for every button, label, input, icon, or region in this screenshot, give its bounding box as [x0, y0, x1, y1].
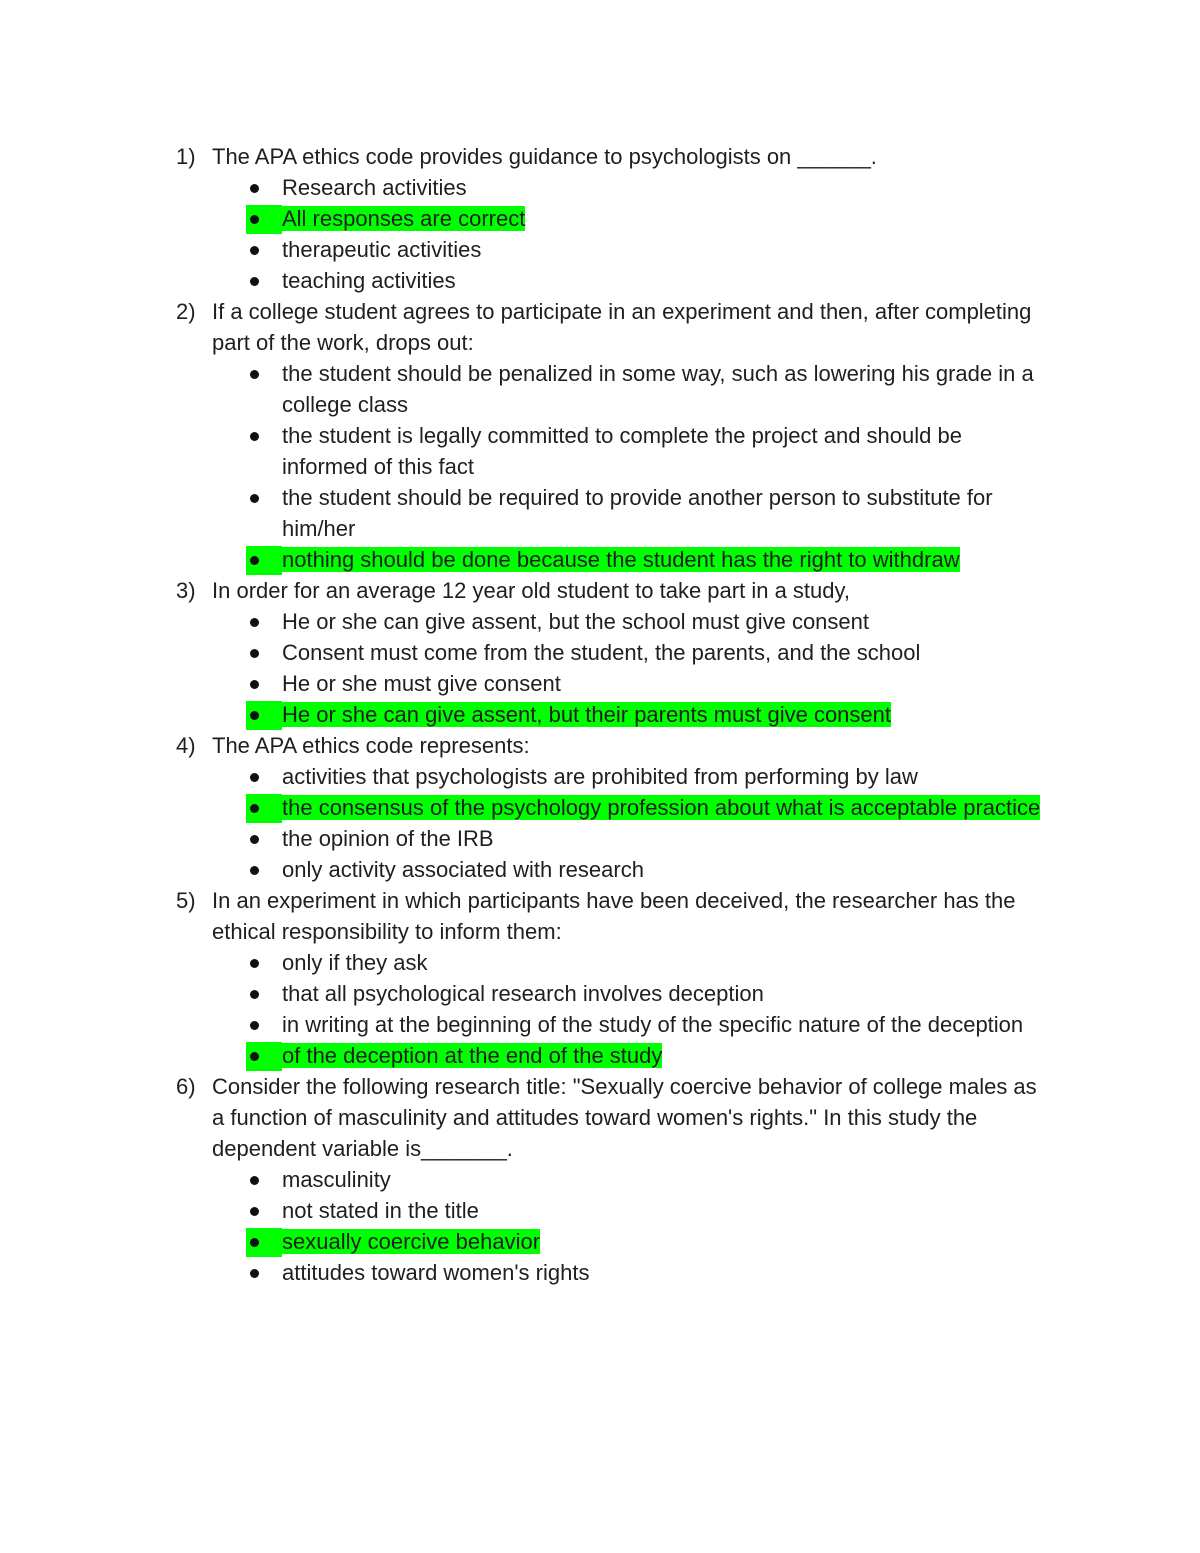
answer-option: [0, 978, 1052, 1009]
answer-text: the student is legally committed to complete the project and should be informed of this fact: [282, 423, 962, 479]
answer-option: [0, 606, 1052, 637]
question-text: Consider the following research title: "Sexually coercive behavior of college males as a function of masculinity and attitudes toward women's rights." In this study the dependent variable is_______.: [212, 1074, 1037, 1161]
bullet-icon: [250, 1052, 259, 1061]
answer-options: [0, 358, 1200, 575]
question-6: [0, 1071, 1200, 1288]
answer-text: of the deception at the end of the study: [282, 1043, 663, 1068]
question-text: In an experiment in which participants have been deceived, the researcher has the ethical responsibility to inform them:: [212, 888, 1016, 944]
answer-option: [0, 947, 1052, 978]
answer-text: therapeutic activities: [282, 237, 482, 262]
answer-text: in writing at the beginning of the study of the specific nature of the deception: [282, 1012, 1024, 1037]
answer-option: [0, 637, 1052, 668]
answer-options: [0, 761, 1200, 885]
bullet-icon: [250, 649, 259, 658]
answer-option: [0, 854, 1052, 885]
bullet-icon: [250, 1176, 259, 1185]
answer-text: not stated in the title: [282, 1198, 479, 1223]
question-number: 1): [176, 144, 196, 169]
answer-option: [0, 823, 1052, 854]
bullet-icon: [250, 494, 259, 503]
answer-text: sexually coercive behavior: [282, 1229, 541, 1254]
answer-text: All responses are correct: [282, 206, 526, 231]
answer-text: He or she can give assent, but the school must give consent: [282, 609, 869, 634]
question-stem: [0, 730, 1042, 761]
answer-option: [0, 234, 1052, 265]
question-text: If a college student agrees to participate in an experiment and then, after completing part of the work, drops out:: [212, 299, 1032, 355]
question-stem: [0, 1071, 1042, 1164]
quiz-document: [0, 141, 1200, 1288]
answer-text: Research activities: [282, 175, 467, 200]
answer-option: [0, 482, 1052, 544]
question-stem: [0, 141, 1042, 172]
bullet-icon: [250, 370, 259, 379]
answer-option: [0, 172, 1052, 203]
bullet-icon: [250, 184, 259, 193]
bullet-icon: [250, 990, 259, 999]
bullet-icon: [250, 556, 259, 565]
question-3: [0, 575, 1200, 730]
answer-text: Consent must come from the student, the parents, and the school: [282, 640, 921, 665]
question-number: 3): [176, 578, 196, 603]
answer-option-correct: [0, 544, 1052, 575]
answer-options: [0, 947, 1200, 1071]
question-4: [0, 730, 1200, 885]
question-5: [0, 885, 1200, 1071]
answer-option: [0, 420, 1052, 482]
bullet-icon: [250, 432, 259, 441]
question-text: The APA ethics code represents:: [212, 733, 530, 758]
answer-text: only if they ask: [282, 950, 428, 975]
question-1: [0, 141, 1200, 296]
answer-text: He or she must give consent: [282, 671, 561, 696]
answer-option-correct: [0, 1226, 1052, 1257]
bullet-icon: [250, 1207, 259, 1216]
bullet-icon: [250, 246, 259, 255]
question-2: [0, 296, 1200, 575]
bullet-icon: [250, 277, 259, 286]
answer-option: [0, 668, 1052, 699]
answer-options: [0, 1164, 1200, 1288]
bullet-icon: [250, 773, 259, 782]
answer-text: the opinion of the IRB: [282, 826, 494, 851]
answer-text: the consensus of the psychology profession about what is acceptable practice: [282, 795, 1041, 820]
question-stem: [0, 575, 1042, 606]
answer-text: teaching activities: [282, 268, 456, 293]
answer-text: the student should be penalized in some way, such as lowering his grade in a college class: [282, 361, 1034, 417]
answer-text: He or she can give assent, but their parents must give consent: [282, 702, 891, 727]
question-number: 5): [176, 888, 196, 913]
question-text: The APA ethics code provides guidance to psychologists on ______.: [212, 144, 877, 169]
bullet-icon: [250, 804, 259, 813]
answer-option: [0, 1195, 1052, 1226]
answer-option: [0, 1257, 1052, 1288]
bullet-icon: [250, 215, 259, 224]
answer-text: only activity associated with research: [282, 857, 644, 882]
bullet-icon: [250, 618, 259, 627]
question-text: In order for an average 12 year old student to take part in a study,: [212, 578, 850, 603]
answer-text: nothing should be done because the student has the right to withdraw: [282, 547, 960, 572]
question-stem: [0, 296, 1042, 358]
bullet-icon: [250, 1021, 259, 1030]
question-stem: [0, 885, 1042, 947]
question-number: 2): [176, 299, 196, 324]
answer-text: attitudes toward women's rights: [282, 1260, 590, 1285]
bullet-icon: [250, 1269, 259, 1278]
answer-option-correct: [0, 203, 1052, 234]
answer-text: activities that psychologists are prohibited from performing by law: [282, 764, 918, 789]
answer-text: masculinity: [282, 1167, 391, 1192]
question-number: 4): [176, 733, 196, 758]
answer-option-correct: [0, 792, 1052, 823]
answer-option: [0, 1009, 1052, 1040]
answer-text: that all psychological research involves deception: [282, 981, 764, 1006]
bullet-icon: [250, 711, 259, 720]
answer-option: [0, 1164, 1052, 1195]
answer-option-correct: [0, 699, 1052, 730]
bullet-icon: [250, 680, 259, 689]
answer-option: [0, 761, 1052, 792]
bullet-icon: [250, 1238, 259, 1247]
answer-option-correct: [0, 1040, 1052, 1071]
answer-option: [0, 265, 1052, 296]
question-number: 6): [176, 1074, 196, 1099]
answer-option: [0, 358, 1052, 420]
answer-options: [0, 606, 1200, 730]
bullet-icon: [250, 959, 259, 968]
answer-text: the student should be required to provide another person to substitute for him/her: [282, 485, 993, 541]
bullet-icon: [250, 835, 259, 844]
answer-options: [0, 172, 1200, 296]
bullet-icon: [250, 866, 259, 875]
